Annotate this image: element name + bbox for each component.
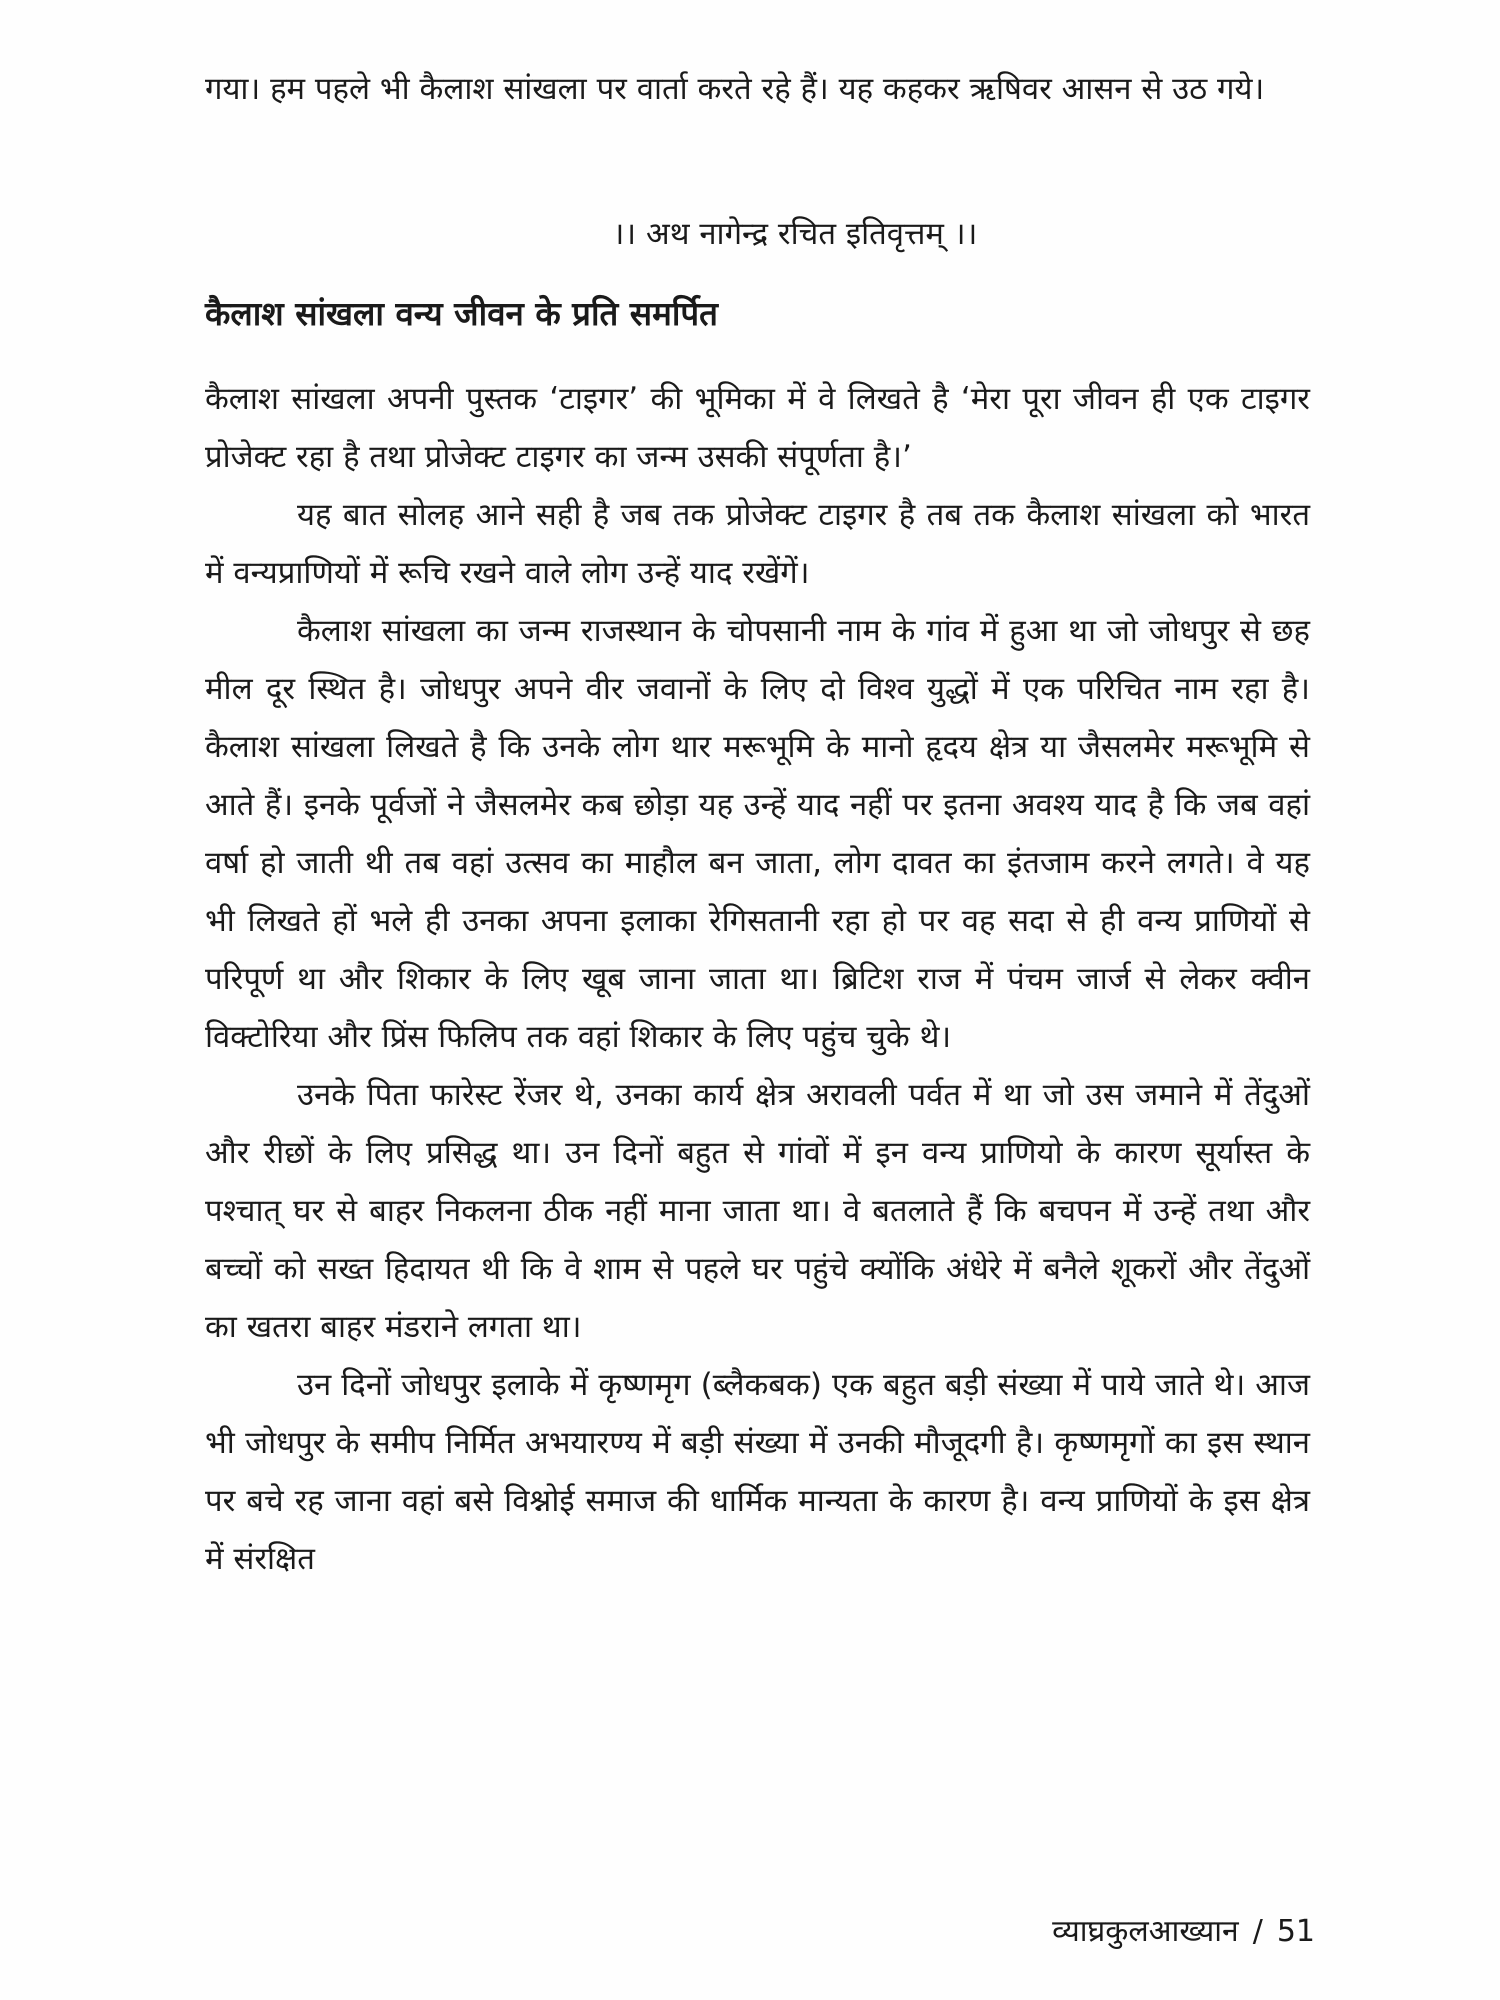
page-footer: [1052, 1912, 1315, 1952]
paragraph: उनके पिता फारेस्ट रेंजर थे, उनका कार्य क्षेत्र अरावली पर्वत में था जो उस जमाने में तेंदुओं और रीछों के लिए प्रसिद्ध था। उन दिनों बहुत से गांवों में इन वन्य प्राणियो के कारण सूर्यास्त के पश्चात् घर से बाहर निकलना ठीक नहीं माना जाता था। वे बतलाते हैं कि बचपन में उन्हें तथा और बच्चों को सख्त हिदायत थी कि वे शाम से पहले घर पहुंचे क्योंकि अंधेरे में बनैले शूकरों और तेंदुओं का खतरा बाहर मंडराने लगता था।: [205, 1077, 1310, 1345]
body-text: [205, 370, 1310, 1588]
paragraph: कैलाश सांखला का जन्म राजस्थान के चोपसानी नाम के गांव में हुआ था जो जोधपुर से छह मील दूर स्थित है। जोधपुर अपने वीर जवानों के लिए दो विश्व युद्धों में एक परिचित नाम रहा है। कैलाश सांखला लिखते है कि उनके लोग थार मरूभूमि के मानो हृदय क्षेत्र या जैसलमेर मरूभूमि से आते हैं। इनके पूर्वजों ने जैसलमेर कब छोड़ा यह उन्हें याद नहीं पर इतना अवश्य याद है कि जब वहां वर्षा हो जाती थी तब वहां उत्सव का माहौल बन जाता, लोग दावत का इंतजाम करने लगते। वे यह भी लिखते हों भले ही उनका अपना इलाका रेगिसतानी रहा हो पर वह सदा से ही वन्य प्राणियों से परिपूर्ण था और शिकार के लिए खूब जाना जाता था। ब्रिटिश राज में पंचम जार्ज से लेकर क्वीन विक्टोरिया और प्रिंस फिलिप तक वहां शिकार के लिए पहुंच चुके थे।: [205, 613, 1310, 1055]
running-title: व्याघ्रकुलआख्यान: [1052, 1914, 1239, 1949]
paragraph: यह बात सोलह आने सही है जब तक प्रोजेक्ट टाइगर है तब तक कैलाश सांखला को भारत में वन्यप्राणियों में रूचि रखने वाले लोग उन्हें याद रखेंगें।: [205, 497, 1310, 591]
intro-paragraph: गया। हम पहले भी कैलाश सांखला पर वार्ता करते रहे हैं। यह कहकर ऋषिवर आसन से उठ गये।: [205, 71, 1265, 107]
section-heading: कैलाश सांखला वन्य जीवन के प्रति समर्पित: [205, 294, 718, 333]
paragraph: उन दिनों जोधपुर इलाके में कृष्णमृग (ब्लैकबक) एक बहुत बड़ी संख्या में पाये जाते थे। आज भी जोधपुर के समीप निर्मित अभयारण्य में बड़ी संख्या में उनकी मौजूदगी है। कृष्णमृगों का इस स्थान पर बचे रह जाना वहां बसे विश्नोई समाज की धार्मिक मान्यता के कारण है। वन्य प्राणियों के इस क्षेत्र में संरक्षित: [205, 1367, 1310, 1577]
paragraph: कैलाश सांखला अपनी पुस्तक ‘टाइगर’ की भूमिका में वे लिखते है ‘मेरा पूरा जीवन ही एक टाइगर प्रोजेक्ट रहा है तथा प्रोजेक्ट टाइगर का जन्म उसकी संपूर्णता है।’: [205, 381, 1310, 475]
intro-block: [205, 60, 1310, 118]
footer-separator: /: [1252, 1914, 1263, 1949]
page-number: 51: [1276, 1914, 1315, 1949]
section-verse: ।। अथ नागेन्द्र रचित इतिवृत्तम् ।।: [612, 216, 978, 252]
